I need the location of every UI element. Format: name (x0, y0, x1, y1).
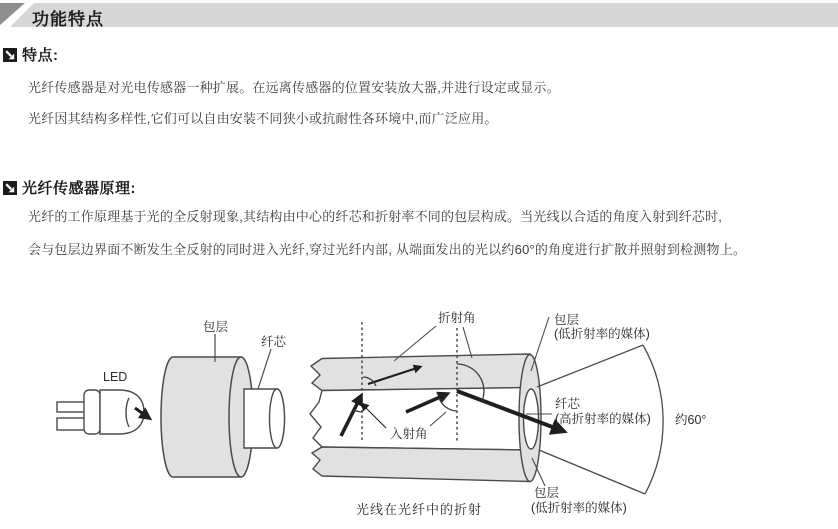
section-heading-features (3, 44, 59, 65)
section-heading-text: 光纤传感器原理: (22, 180, 136, 197)
paragraph: 光纤的工作原理基于光的全反射现象,其结构由中心的纤芯和折射率不同的包层构成。当光线以合适的角度入射到纤芯时, (28, 209, 723, 224)
arrow-bullet-icon (3, 181, 17, 195)
fan-line-top (537, 345, 643, 387)
section-heading-principle (3, 177, 136, 198)
led-lead-top (57, 402, 86, 412)
core-leader-line (258, 349, 271, 389)
led-label: LED (103, 370, 128, 384)
core-label-left: 纤芯 (261, 335, 287, 349)
led-lead-bottom (57, 418, 86, 430)
paragraph: 光纤传感器是对光电传感器一种扩展。在远离传感器的位置安装放大器,并进行设定或显示。 (28, 80, 560, 95)
led-emitter (57, 390, 144, 434)
cladding-bottom-label: 包层 (534, 486, 560, 500)
core-right-label: 纤芯 (555, 397, 581, 411)
angle60-label: 约60° (675, 413, 707, 427)
refraction-leader-right (463, 327, 472, 358)
fiber-cross-section (310, 354, 541, 482)
diagram-caption: 光线在光纤中的折射 (356, 502, 483, 517)
cladding-top-leader (531, 317, 549, 371)
cladding-top-label: 包层 (554, 313, 580, 327)
led-body (100, 390, 144, 434)
paragraph: 会与包层边界面不断发生全反射的同时进入光纤,穿过光纤内部, 从端面发出的光以约60°的角度进行扩散并照射到检测物上。 (28, 242, 747, 257)
cladding-band-bottom (312, 447, 530, 482)
incidence-angle-label: 入射角 (390, 427, 428, 441)
fiber-end-cylinder (161, 357, 285, 477)
refraction-angle-label: 折射角 (438, 311, 476, 325)
page-title: 功能特点 (32, 10, 104, 29)
led-flange (84, 390, 100, 434)
cladding-label-left: 包层 (203, 320, 229, 334)
core-cylinder-face (270, 389, 285, 448)
fiber-optic-principle-diagram (0, 292, 838, 529)
section-header-bar (0, 3, 838, 27)
arrow-bullet-icon (3, 48, 17, 62)
core-right-sublabel: (高折射率的媒体) (555, 412, 651, 426)
cladding-band-top (311, 354, 530, 391)
paragraph: 光纤因其结构多样性,它们可以自由安装不同狭小或抗耐性各环境中,而广泛应用。 (28, 111, 498, 126)
cladding-top-sublabel: (低折射率的媒体) (554, 327, 650, 341)
section-heading-text: 特点: (22, 47, 59, 64)
cladding-bottom-sublabel: (低折射率的媒体) (531, 501, 627, 515)
